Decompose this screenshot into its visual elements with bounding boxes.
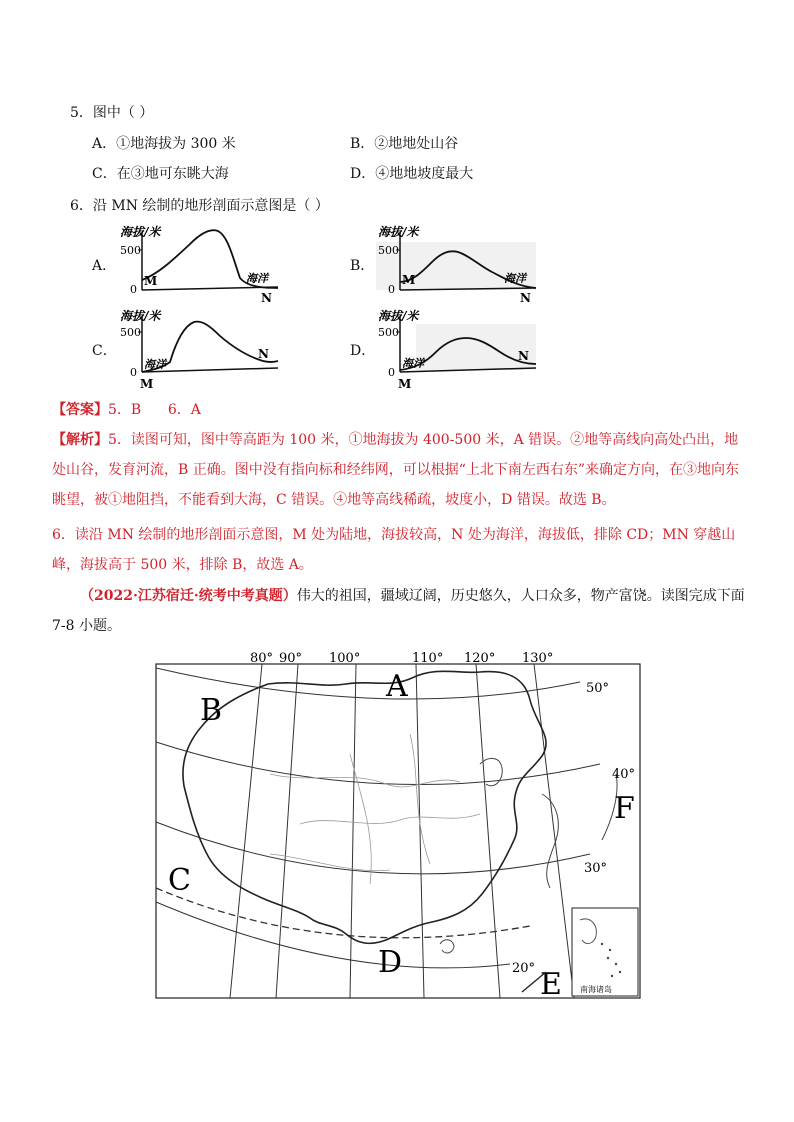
profile-chart [118,306,288,390]
profile-point-n: N [258,347,269,361]
profile-sea-label: 海洋 [144,358,166,371]
profile-ylabel: 海拔/米 [378,225,419,239]
latitude-label: 30° [584,861,608,876]
profile-sea-label: 海洋 [402,357,424,370]
profile-tick-500: 500 [378,326,399,339]
longitude-label: 100° [329,651,361,666]
q6-option-a-key: A． [92,258,117,274]
profile-background-shade [416,324,536,370]
parallel-lines [156,668,600,968]
profile-ylabel: 海拔/米 [378,309,419,323]
profile-point-n: N [518,349,529,363]
china-map [150,644,650,1004]
answer-text: 5．B 6．A [108,402,201,418]
meridian-100 [350,664,356,998]
island-outline [440,940,454,953]
profile-chart [376,222,546,305]
longitude-label: 120° [464,651,496,666]
profile-tick-0: 0 [130,283,137,296]
meridian-120 [476,664,500,998]
profile-sea-label: 海洋 [246,272,268,285]
inset-island [607,957,609,959]
map-marker-f: F [614,791,635,826]
q6-option-b-key: B． [350,258,375,274]
profile-tick-0: 0 [388,283,395,296]
option-text: ④地地坡度最大 [375,166,474,182]
q6-profile-d [376,306,546,390]
province-borders [270,734,480,884]
source-tag: （2022·江苏宿迁·统考中考真题） [80,588,297,604]
profile-sea-label: 海洋 [504,272,526,285]
analysis-paragraph-1 [52,425,752,515]
profile-tick-500: 500 [120,326,141,339]
map-marker-a: A [386,669,408,704]
profile-tick-500: 500 [120,244,141,257]
parallel-20 [156,902,510,968]
profile-ylabel: 海拔/米 [120,225,161,239]
option-key: B． [350,136,375,152]
q6-option-d-key: D． [350,343,376,359]
map-marker-b: B [200,693,223,728]
inset-island [609,949,611,951]
profile-point-n: N [520,291,531,305]
profile-point-m: M [398,377,412,391]
option-text: ①地海拔为 300 米 [116,136,236,152]
profile-tick-0: 0 [388,366,395,379]
profile-chart [118,222,288,305]
profile-tick-0: 0 [130,366,137,379]
answer-line [52,400,201,420]
province-line [300,814,480,824]
q6-option-c-key: C． [92,343,117,359]
q5-option-d [350,164,473,184]
q5-option-a [92,134,236,154]
inset-island [619,971,621,973]
q5-option-c [92,164,229,184]
meridian-90 [276,664,298,998]
option-key: A． [92,136,117,152]
map-marker-e: E [540,967,562,1002]
answer-label: 【答案】 [52,402,108,418]
profile-point-m: M [402,273,416,287]
q6-profile-c [118,306,288,390]
source-paragraph [52,581,752,641]
source-intro: 伟大的祖国，疆域辽阔，历史悠久，人口众多，物产富饶。读图完成下面 7-8 小题。 [52,588,745,634]
q6-stem: 6．沿 MN 绘制的地形剖面示意图是（ ） [70,198,329,214]
parallel-30 [156,822,590,874]
map-marker-d: D [378,945,403,980]
latitude-label: 20° [512,961,536,976]
profile-ylabel: 海拔/米 [120,309,161,323]
analysis-paragraph-2: 6．读沿 MN 绘制的地形剖面示意图，M 处为陆地，海拔较高，N 处为海洋，海拔低，排除 CD；MN 穿越山峰，海拔高于 500 米，排除 B，故选 A。 [52,527,736,573]
coastline [542,794,558,888]
profile-point-n: N [261,291,272,305]
latitude-label: 50° [586,681,610,696]
option-key: D． [350,166,376,182]
inset-island [615,963,617,965]
profile-chart [376,306,546,390]
q6-profile-a [118,222,288,305]
option-text: ②地地处山谷 [374,136,459,152]
profile-point-m: M [140,377,154,391]
tropic-of-cancer-line [156,888,530,938]
meridian-130 [534,664,574,998]
china-map-figure [150,644,650,1004]
longitude-label: 90° [279,651,303,666]
meridian-80 [230,664,262,998]
map-marker-c: C [168,863,191,898]
inset-island [611,975,613,977]
q6-profile-b [376,222,546,305]
inset-label: 南海诸岛 [580,985,612,994]
option-key: C． [92,166,117,182]
longitude-label: 80° [250,651,274,666]
analysis-label: 【解析】 [52,432,108,448]
analysis-text-1: 5．读图可知，图中等高距为 100 米，①地海拔为 400-500 米，A 错误。②地等高线向高处凸出，地处山谷，发育河流，B 正确。图中没有指向标和经纬网，可以根据“上北下南左西右东”来确定方向，在③地向东眺望，被①地阻挡，不能看到大海，C 错误。④地等高线稀疏，坡度小，D 错误。故选 B。 [52,432,740,508]
profile-tick-500: 500 [378,244,399,257]
inset-island [601,943,603,945]
inset-map-frame [572,908,638,996]
latitude-label: 40° [612,767,636,782]
profile-point-m: M [144,274,158,288]
q5-stem: 5．图中（ ） [70,105,154,121]
q5-option-b [350,134,458,154]
longitude-label: 130° [522,651,554,666]
option-text: 在③地可东眺大海 [116,166,229,182]
longitude-label: 110° [412,651,444,666]
meridian-110 [416,664,424,998]
parallel-40 [156,742,600,784]
